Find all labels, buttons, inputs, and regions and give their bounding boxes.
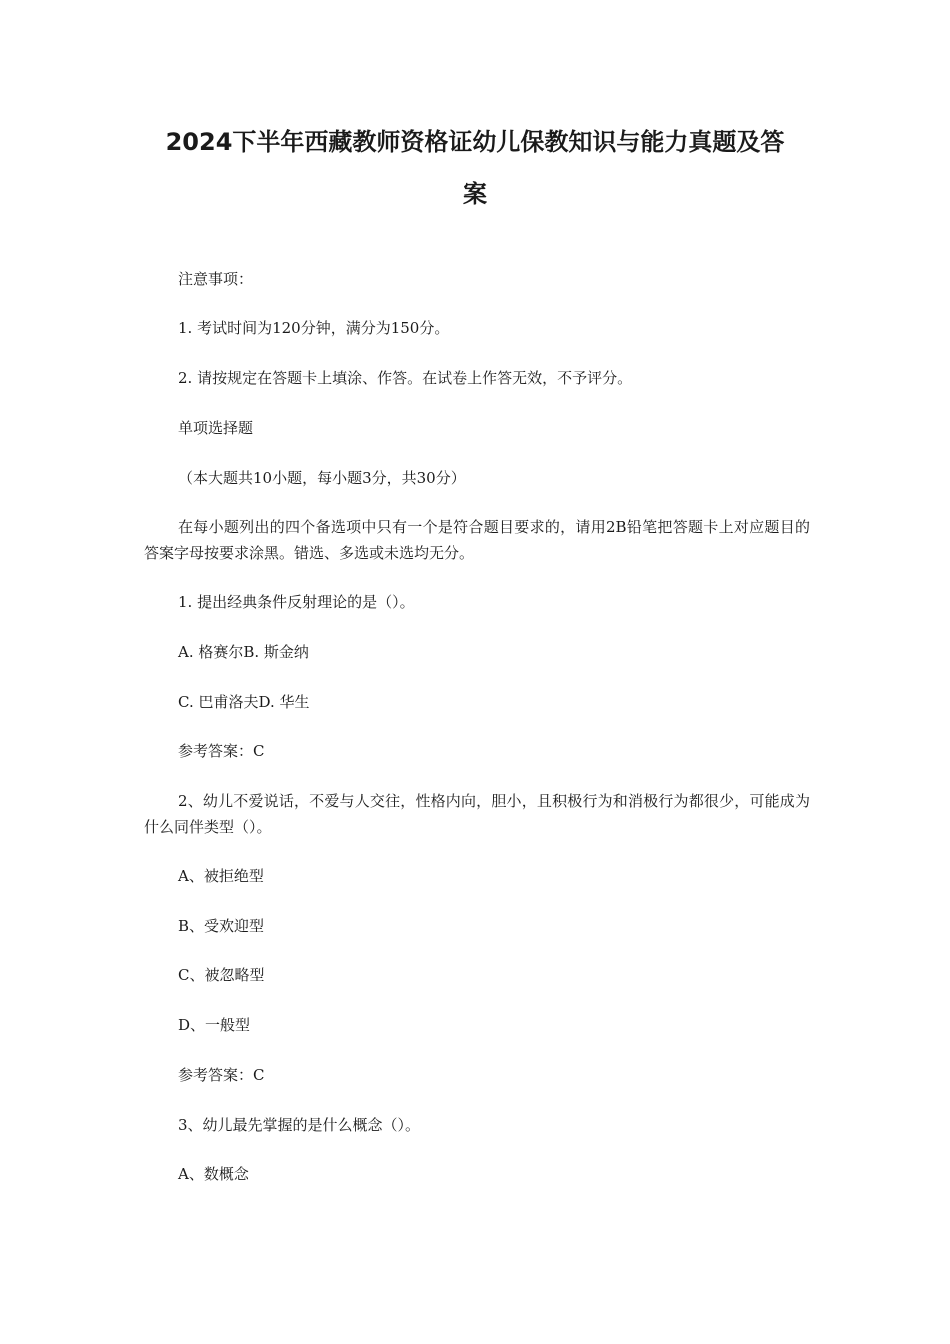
question-1-stem: 1. 提出经典条件反射理论的是（）。 [178, 593, 415, 611]
question-3-stem: 3、幼儿最先掌握的是什么概念（）。 [178, 1116, 421, 1134]
question-2-option-c: C、被忽略型 [178, 966, 265, 984]
question-1-option-line-2: C. 巴甫洛夫D. 华生 [178, 693, 310, 711]
document-title-line-2: 案 [463, 180, 487, 208]
question-2-option-a: A、被拒绝型 [178, 867, 264, 885]
question-2-answer: 参考答案：C [178, 1066, 265, 1084]
section-description: （本大题共10小题，每小题3分，共30分） [178, 469, 466, 487]
notice-item-1: 1. 考试时间为120分钟，满分为150分。 [178, 319, 450, 337]
question-1-option-line-1: A. 格赛尔B. 斯金纳 [178, 643, 309, 661]
question-2-option-b: B、受欢迎型 [178, 917, 265, 935]
section-title: 单项选择题 [178, 419, 254, 437]
question-3-option-a: A、数概念 [178, 1165, 249, 1183]
document-title-line-1: 2024下半年西藏教师资格证幼儿保教知识与能力真题及答 [165, 128, 785, 156]
question-1-answer: 参考答案：C [178, 742, 265, 760]
notice-heading: 注意事项： [178, 270, 254, 288]
question-2-stem: 2、幼儿不爱说话，不爱与人交往，性格内向，胆小，且积极行为和消极行为都很少，可能成为什么同伴类型（）。 [144, 792, 810, 836]
section-instructions: 在每小题列出的四个备选项中只有一个是符合题目要求的，请用2B铅笔把答题卡上对应题目的答案字母按要求涂黑。错选、多选或未选均无分。 [144, 518, 810, 562]
notice-item-2: 2. 请按规定在答题卡上填涂、作答。在试卷上作答无效，不予评分。 [178, 369, 633, 387]
question-2-option-d: D、一般型 [178, 1016, 251, 1034]
